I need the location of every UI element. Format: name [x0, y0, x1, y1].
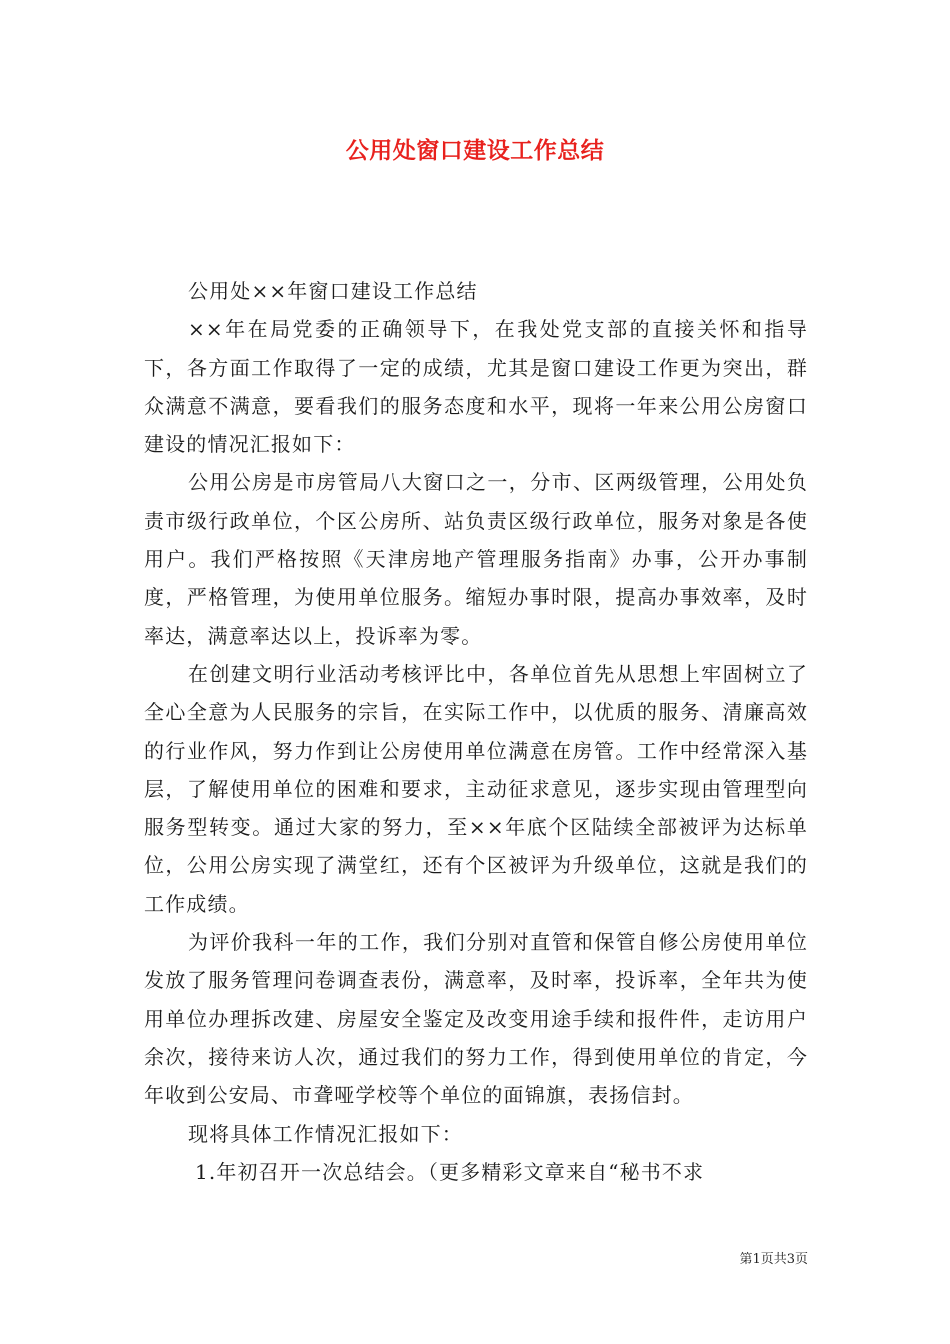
- paragraph-intro: ××年在局党委的正确领导下，在我处党支部的直接关怀和指导下，各方面工作取得了一定的成绩，尤其是窗口建设工作更为突出，群众满意不满意，要看我们的服务态度和水平，现将一年来公用公房窗口建设的情况汇报如下：: [144, 317, 808, 457]
- list-item: 1.年初召开一次总结会。（更多精彩文章来自“秘书不求: [195, 1159, 705, 1184]
- paragraph-overview: 公用公房是市房管局八大窗口之一，分市、区两级管理，公用处负责市级行政单位，个区公房所、站负责区级行政单位，服务对象是各使用户。我们严格按照《天津房地产管理服务指南》办事，公开办事制度，严格管理，为使用单位服务。缩短办事时限，提高办事效率，及时率达，满意率达以上，投诉率为零。: [144, 470, 808, 648]
- paragraph-report-lead: 现将具体工作情况汇报如下：: [188, 1121, 463, 1146]
- page-indicator: 第1页共3页: [739, 1252, 808, 1267]
- document-body: [144, 272, 808, 1191]
- paragraph-survey: 为评价我科一年的工作，我们分别对直管和保管自修公房使用单位发放了服务管理问卷调查表份，满意率，及时率，投诉率，全年共为使用单位办理拆改建、房屋安全鉴定及改变用途手续和报件件，走访用户余次，接待来访人次，通过我们的努力工作，得到使用单位的肯定，今年收到公安局、市聋哑学校等个单位的面锦旗，表扬信封。: [144, 930, 808, 1108]
- paragraph-heading: 公用处××年窗口建设工作总结: [188, 279, 478, 303]
- paragraph-evaluation: 在创建文明行业活动考核评比中，各单位首先从思想上牢固树立了全心全意为人民服务的宗旨，在实际工作中，以优质的服务、清廉高效的行业作风，努力作到让公房使用单位满意在房管。工作中经常深入基层，了解使用单位的困难和要求，主动征求意见，逐步实现由管理型向服务型转变。通过大家的努力，至××年底个区陆续全部被评为达标单位，公用公房实现了满堂红，还有个区被评为升级单位，这就是我们的工作成绩。: [144, 661, 808, 916]
- document-title: 公用处窗口建设工作总结: [345, 138, 605, 164]
